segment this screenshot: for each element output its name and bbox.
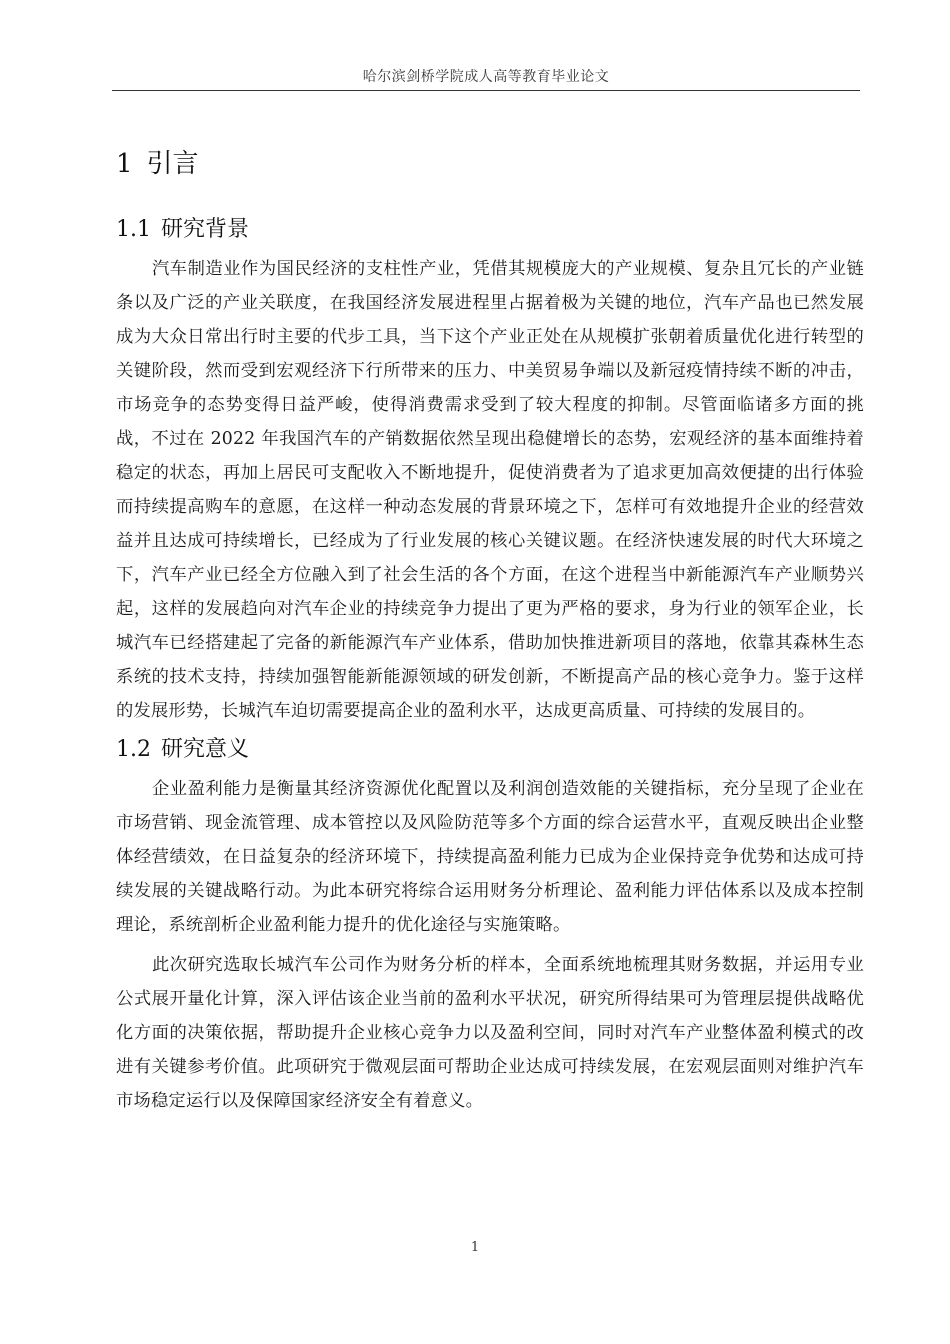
page-body — [116, 144, 864, 1124]
header-divider — [112, 90, 860, 91]
section-number: 1.1 — [116, 217, 151, 242]
chapter-number: 1 — [116, 149, 133, 179]
page-number: 1 — [470, 1240, 480, 1255]
section-number: 1.2 — [116, 737, 151, 762]
running-header: 哈尔滨剑桥学院成人高等教育毕业论文 — [362, 69, 610, 85]
paragraph-significance-1: 企业盈利能力是衡量其经济资源优化配置以及利润创造效能的关键指标，充分呈现了企业在市场营销、现金流管理、成本管控以及风险防范等多个方面的综合运营水平，直观反映出企业整体经营绩效，在日益复杂的经济环境下，持续提高盈利能力已成为企业保持竞争优势和达成可持续发展的关键战略行动。为此本研究将综合运用财务分析理论、盈利能力评估体系以及成本控制理论，系统剖析企业盈利能力提升的优化途径与实施策略。 — [116, 779, 864, 935]
chapter-title: 引言 — [146, 149, 199, 179]
paragraph-background: 汽车制造业作为国民经济的支柱性产业，凭借其规模庞大的产业规模、复杂且冗长的产业链条以及广泛的产业关联度，在我国经济发展进程里占据着极为关键的地位，汽车产品也已然发展成为大众日常出行时主要的代步工具，当下这个产业正处在从规模扩张朝着质量优化进行转型的关键阶段，然而受到宏观经济下行所带来的压力、中美贸易争端以及新冠疫情持续不断的冲击，市场竞争的态势变得日益严峻，使得消费需求受到了较大程度的抑制。尽管面临诸多方面的挑战，不过在 2022 年我国汽车的产销数据依然呈现出稳健增长的态势，宏观经济的基本面维持着稳定的状态，再加上居民可支配收入不断地提升，促使消费者为了追求更加高效便捷的出行体验而持续提高购车的意愿，在这样一种动态发展的背景环境之下，怎样可有效地提升企业的经营效益并且达成可持续增长，已经成为了行业发展的核心关键议题。在经济快速发展的时代大环境之下，汽车产业已经全方位融入到了社会生活的各个方面，在这个进程当中新能源汽车产业顺势兴起，这样的发展趋向对汽车企业的持续竞争力提出了更为严格的要求，身为行业的领军企业，长城汽车已经搭建起了完备的新能源汽车产业体系，借助加快推进新项目的落地，依靠其森林生态系统的技术支持，持续加强智能新能源领域的研发创新，不断提高产品的核心竞争力。鉴于这样的发展形势，长城汽车迫切需要提高企业的盈利水平，达成更高质量、可持续的发展目的。 — [116, 259, 864, 721]
chapter-heading — [116, 144, 864, 184]
paragraph-significance-2: 此次研究选取长城汽车公司作为财务分析的样本，全面系统地梳理其财务数据，并运用专业公式展开量化计算，深入评估该企业当前的盈利水平状况，研究所得结果可为管理层提供战略优化方面的决策依据，帮助提升企业核心竞争力以及盈利空间，同时对汽车产业整体盈利模式的改进有关键参考价值。此项研究于微观层面可帮助企业达成可持续发展，在宏观层面则对维护汽车市场稳定运行以及保障国家经济安全有着意义。 — [116, 955, 864, 1111]
section-title: 研究意义 — [161, 737, 250, 762]
section-title: 研究背景 — [161, 217, 250, 242]
section-heading-background — [116, 214, 864, 246]
section-heading-significance — [116, 734, 864, 766]
